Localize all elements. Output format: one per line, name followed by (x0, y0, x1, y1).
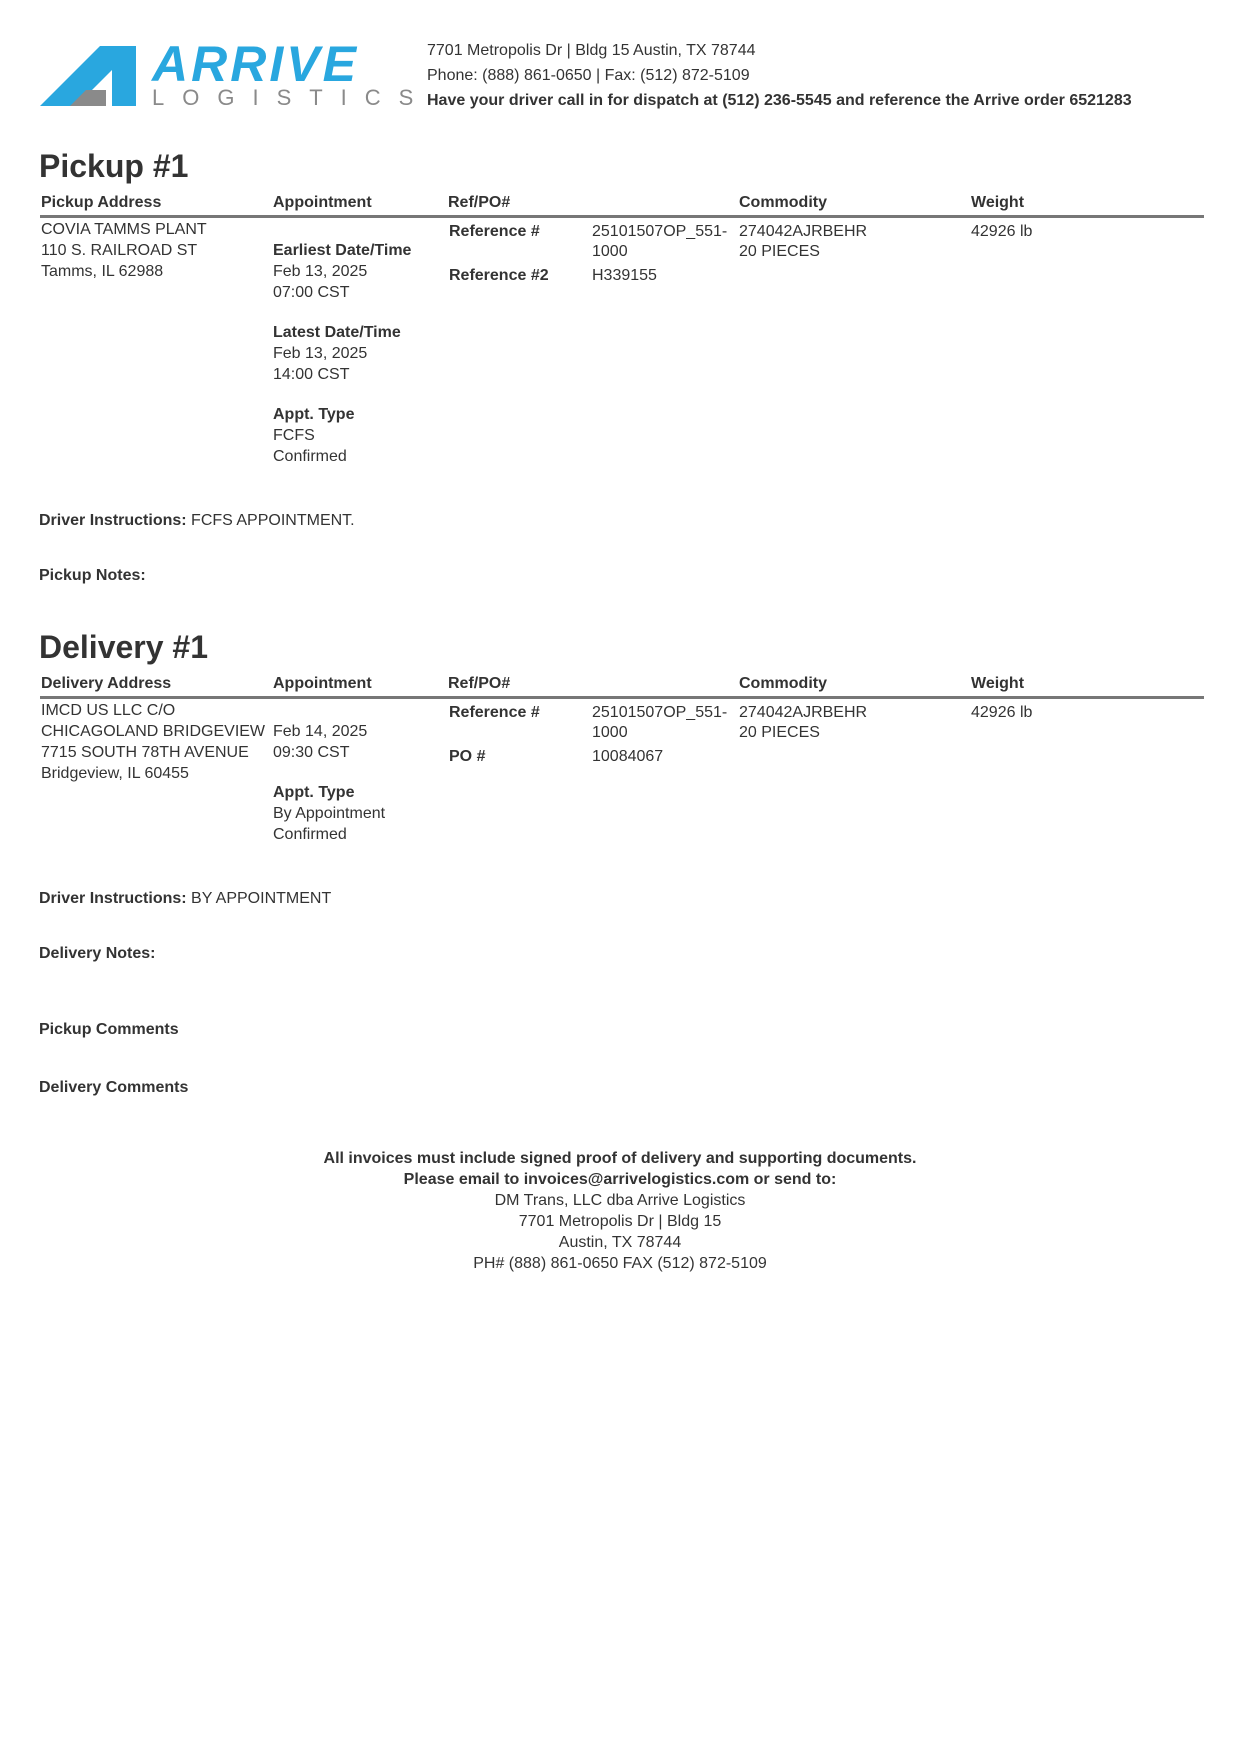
ref-value: 25101507OP_551- (592, 704, 728, 721)
delivery-address-line: 7715 SOUTH 78TH AVENUE (41, 744, 249, 761)
footer-line: 7701 Metropolis Dr | Bldg 15 (518, 1213, 722, 1230)
ref-value: 25101507OP_551- (592, 223, 728, 240)
pickup-driver-instructions (39, 511, 355, 531)
company-address: 7701 Metropolis Dr | Bldg 15 Austin, TX 78744 (427, 42, 756, 59)
appt-type: By Appointment (273, 805, 386, 822)
pickup-address-line: 110 S. RAILROAD ST (41, 242, 198, 259)
driver-instructions-label: Driver Instructions: (39, 890, 187, 907)
delivery-commodity: 20 PIECES (739, 724, 820, 741)
footer-line: Please email to invoices@arrivelogistics.com or send to: (403, 1171, 837, 1188)
pickup-header-divider (40, 215, 1204, 218)
delivery-header-divider (40, 696, 1204, 699)
invoice-footer (0, 1148, 1240, 1274)
delivery-notes-label: Delivery Notes: (39, 945, 156, 962)
pickup-commodity: 274042AJRBEHR (739, 223, 868, 240)
col-weight: Weight (971, 194, 1025, 211)
delivery-commodity: 274042AJRBEHR (739, 704, 868, 721)
pickup-address-line: Tamms, IL 62988 (41, 263, 164, 280)
ref-label: Reference #2 (449, 267, 549, 284)
driver-instructions-value: BY APPOINTMENT (191, 890, 332, 907)
appt-type: FCFS (273, 427, 315, 444)
pickup-commodity: 20 PIECES (739, 243, 820, 260)
col-commodity: Commodity (739, 194, 827, 211)
col-ref-po: Ref/PO# (448, 194, 511, 211)
appt-status: Confirmed (273, 448, 347, 465)
ref-label: PO # (449, 748, 486, 765)
logo-wordmark: ARRIVE (152, 36, 359, 92)
earliest-time: 07:00 CST (273, 284, 350, 301)
appt-type-label: Appt. Type (273, 406, 355, 423)
col-pickup-address: Pickup Address (41, 194, 162, 211)
logo-subtitle: LOGISTICS (152, 85, 432, 110)
appt-time: 09:30 CST (273, 744, 350, 761)
delivery-address-line: IMCD US LLC C/O (41, 702, 176, 719)
col-appointment: Appointment (273, 194, 372, 211)
col-ref-po: Ref/PO# (448, 675, 511, 692)
appt-type-label: Appt. Type (273, 784, 355, 801)
delivery-title: Delivery #1 (39, 629, 209, 665)
latest-label: Latest Date/Time (273, 324, 401, 341)
latest-time: 14:00 CST (273, 366, 350, 383)
ref-value: 10084067 (592, 748, 664, 765)
col-appointment: Appointment (273, 675, 372, 692)
delivery-address-line: CHICAGOLAND BRIDGEVIEW (41, 723, 266, 740)
ref-value: 1000 (592, 724, 628, 741)
ref-label: Reference # (449, 223, 540, 240)
col-commodity: Commodity (739, 675, 827, 692)
ref-value: H339155 (592, 267, 657, 284)
delivery-address-line: Bridgeview, IL 60455 (41, 765, 189, 782)
ref-label: Reference # (449, 704, 540, 721)
footer-line: PH# (888) 861-0650 FAX (512) 872-5109 (473, 1255, 767, 1272)
delivery-comments-label: Delivery Comments (39, 1079, 189, 1096)
footer-line: DM Trans, LLC dba Arrive Logistics (494, 1192, 746, 1209)
pickup-address-line: COVIA TAMMS PLANT (41, 221, 207, 238)
pickup-notes-label: Pickup Notes: (39, 567, 146, 584)
appt-date: Feb 14, 2025 (273, 723, 368, 740)
delivery-weight: 42926 lb (971, 704, 1033, 721)
pickup-title: Pickup #1 (39, 148, 189, 184)
appt-status: Confirmed (273, 826, 347, 843)
delivery-driver-instructions (39, 889, 331, 909)
company-phone-fax: Phone: (888) 861-0650 | Fax: (512) 872-5109 (427, 67, 750, 84)
pickup-comments-label: Pickup Comments (39, 1021, 179, 1038)
driver-instructions-value: FCFS APPOINTMENT. (191, 512, 355, 529)
dispatch-instructions: Have your driver call in for dispatch at (512) 236-5545 and reference the Arrive order 6521283 (427, 92, 1132, 109)
footer-line: All invoices must include signed proof of delivery and supporting documents. (323, 1150, 917, 1167)
col-delivery-address: Delivery Address (41, 675, 172, 692)
col-weight: Weight (971, 675, 1025, 692)
company-logo (40, 36, 432, 110)
driver-instructions-label: Driver Instructions: (39, 512, 187, 529)
earliest-date: Feb 13, 2025 (273, 263, 368, 280)
latest-date: Feb 13, 2025 (273, 345, 368, 362)
footer-line: Austin, TX 78744 (558, 1234, 682, 1251)
pickup-weight: 42926 lb (971, 223, 1033, 240)
earliest-label: Earliest Date/Time (273, 242, 412, 259)
ref-value: 1000 (592, 243, 628, 260)
